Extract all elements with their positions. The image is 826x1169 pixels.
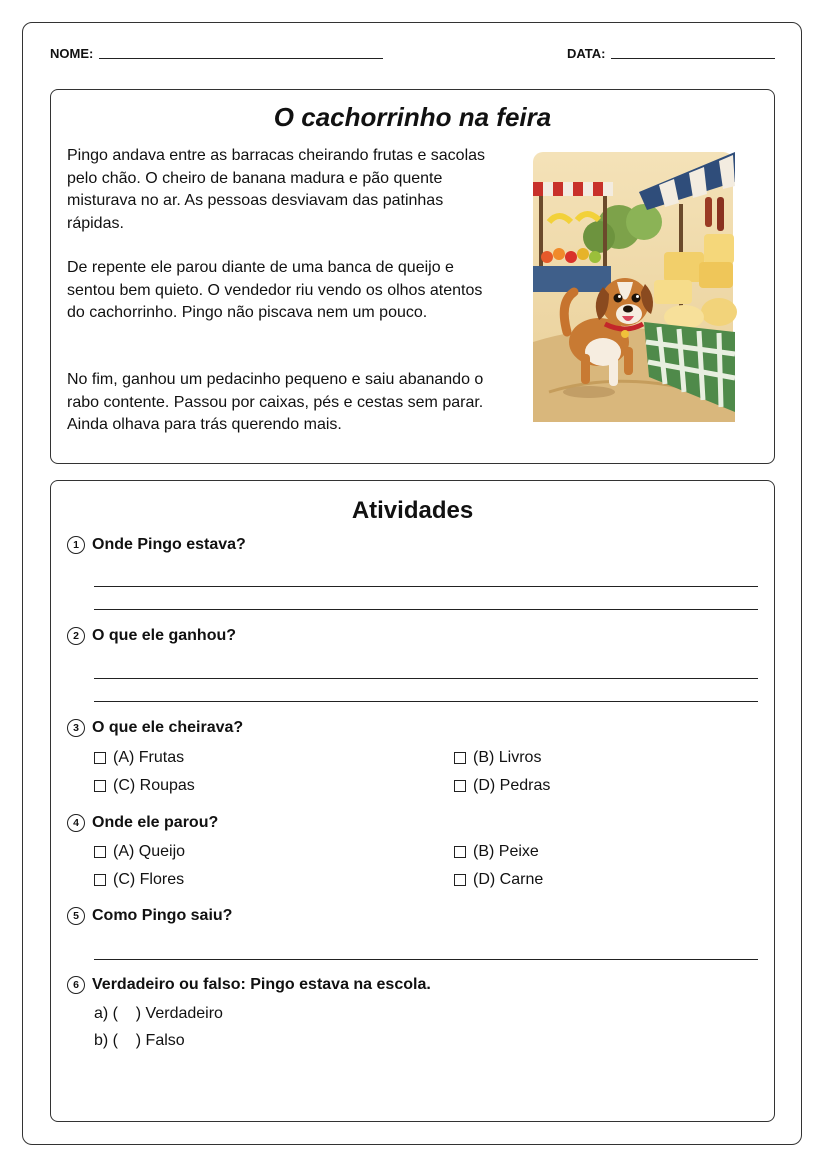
question-text: O que ele cheirava?: [92, 719, 244, 736]
true-option[interactable]: a) ( ) Verdadeiro: [94, 1005, 223, 1022]
answer-line[interactable]: [94, 586, 758, 587]
option-label: (A) Queijo: [113, 843, 186, 860]
option-c[interactable]: [94, 871, 184, 889]
option-label: (C) Roupas: [113, 777, 195, 794]
story-paragraph-2: De repente ele parou diante de uma banca de queijo e sentou bem quieto. O vendedor riu vendo os olhos atentos do cachorrinho. Pingo não piscava nem um pouco.: [67, 259, 483, 321]
option-label: (D) Carne: [473, 871, 544, 888]
question-text: Como Pingo saiu?: [92, 907, 233, 924]
question-text: Onde Pingo estava?: [92, 536, 246, 553]
story-paragraph-1: Pingo andava entre as barracas cheirando frutas e sacolas pelo chão. O cheiro de banana madura e pão quente misturava no ar. As pessoas desviavam das patinhas rápidas.: [67, 147, 486, 232]
checkbox[interactable]: [94, 780, 106, 792]
question-number-badge: 2: [67, 627, 85, 645]
answer-line[interactable]: [94, 609, 758, 610]
option-label: (C) Flores: [113, 871, 185, 888]
option-d[interactable]: [454, 777, 550, 795]
option-c[interactable]: [94, 777, 195, 795]
story-paragraph-3: No fim, ganhou um pedacinho pequeno e saiu abanando o rabo contente. Passou por caixas, pés e cestas sem parar. Ainda olhava para trás querendo mais.: [67, 371, 484, 433]
question-3: [67, 719, 243, 737]
question-number-badge: 1: [67, 536, 85, 554]
option-b[interactable]: [454, 843, 539, 861]
checkbox[interactable]: [454, 780, 466, 792]
activities-box: [50, 480, 775, 1122]
question-1: [67, 536, 246, 554]
question-2: [67, 627, 236, 645]
option-label: (A) Frutas: [113, 749, 185, 766]
question-number-badge: 4: [67, 814, 85, 832]
story-title: O cachorrinho na feira: [273, 102, 552, 132]
checkbox[interactable]: [454, 846, 466, 858]
activities-title: Atividades: [351, 497, 474, 524]
dog-at-market-illustration: [529, 142, 739, 432]
option-a[interactable]: [94, 843, 185, 861]
option-label: (B) Peixe: [473, 843, 539, 860]
story-box: [50, 89, 775, 464]
answer-line[interactable]: [94, 678, 758, 679]
question-number-badge: 6: [67, 976, 85, 994]
checkbox[interactable]: [94, 874, 106, 886]
question-text: Onde ele parou?: [92, 814, 219, 831]
option-d[interactable]: [454, 871, 543, 889]
date-field[interactable]: [611, 58, 775, 59]
question-text: Verdadeiro ou falso: Pingo estava na escola.: [92, 976, 431, 993]
option-b[interactable]: [454, 749, 541, 767]
name-label: NOME:: [50, 46, 94, 61]
option-a[interactable]: [94, 749, 184, 767]
answer-line[interactable]: [94, 959, 758, 960]
question-text: O que ele ganhou?: [92, 627, 237, 644]
checkbox[interactable]: [94, 846, 106, 858]
date-label: DATA:: [567, 46, 606, 61]
name-field[interactable]: [99, 58, 383, 59]
option-label: (D) Pedras: [473, 777, 551, 794]
checkbox[interactable]: [94, 752, 106, 764]
answer-line[interactable]: [94, 701, 758, 702]
question-5: [67, 907, 232, 925]
option-label: (B) Livros: [473, 749, 542, 766]
question-number-badge: 3: [67, 719, 85, 737]
checkbox[interactable]: [454, 752, 466, 764]
question-number-badge: 5: [67, 907, 85, 925]
question-6: [67, 976, 431, 994]
checkbox[interactable]: [454, 874, 466, 886]
false-option[interactable]: b) ( ) Falso: [94, 1032, 185, 1049]
question-4: [67, 814, 218, 832]
